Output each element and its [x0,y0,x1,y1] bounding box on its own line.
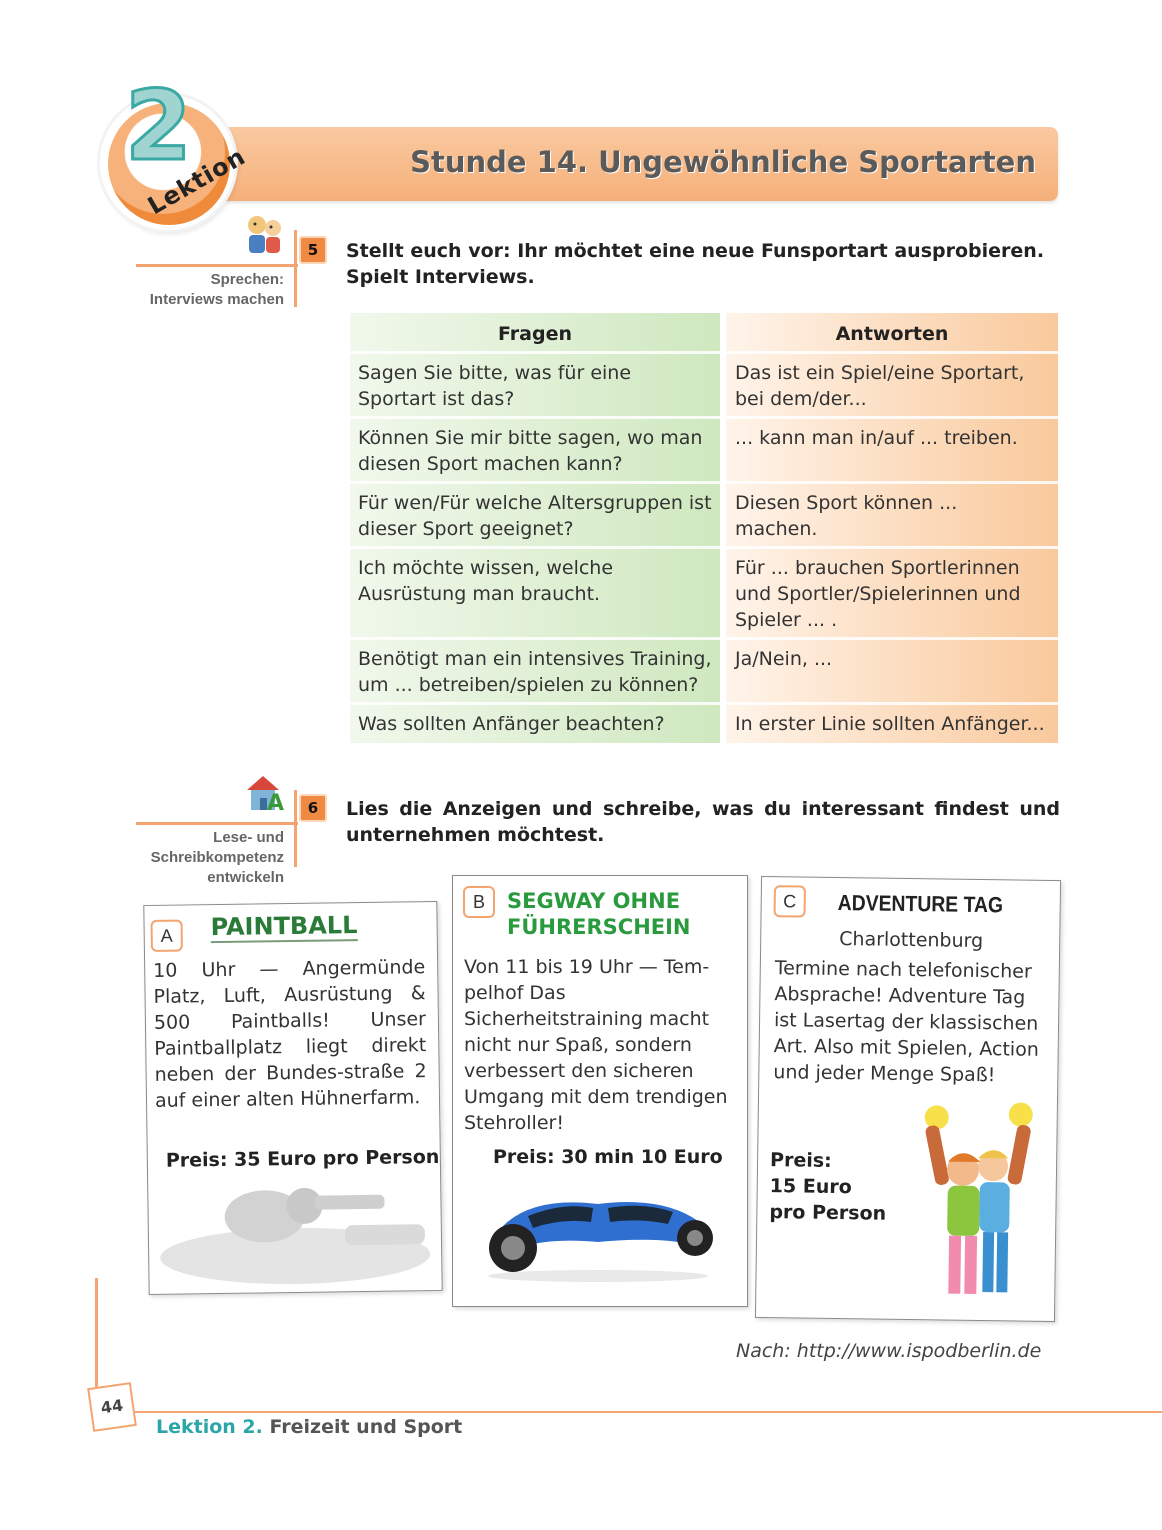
footer-lesson-label: Lektion 2. [156,1416,263,1438]
answer-cell: Ja/Nein, ... [735,648,833,670]
hoverboard-image [473,1176,723,1286]
title-bar [226,127,1058,201]
ad-card-adventure [755,876,1061,1322]
question-cell: Für wen/Für welche Altersgruppen ist dieser Sport geeignet? [358,492,712,540]
ad-title-line: FÜHRERSCHEIN [507,915,691,939]
ad-card-paintball [143,901,442,1295]
source-note: Nach: http://www.ispodberlin.de [736,1340,1042,1362]
paintball-player-image [154,1174,436,1288]
reading-house-icon [243,772,287,814]
ad-title [507,888,691,940]
ad-price: Preis: 30 min 10 Euro [493,1146,723,1168]
question-cell: Benötigt man ein intensives Training, um ... betreiben/spielen zu können? [358,648,712,696]
question-cell: Können Sie mir bitte sagen, wo man diesen Sport machen kann? [358,427,703,475]
footer-lesson-title: Freizeit und Sport [269,1416,463,1438]
task-number-6: 6 [299,794,327,822]
ad-body: 10 Uhr — Angermünde Platz, Luft, Ausrüstung & 500 Paintballs! Unser Paintballplatz liegt direkt neben der Bundes-straße 2 auf einer alten Hühnerfarm. [153,956,427,1112]
lesson-number: 2 [125,70,192,182]
side-label-line: Sprechen: [210,271,284,288]
ad-title: PAINTBALL [210,911,358,942]
question-cell: Was sollten Anfänger beachten? [358,713,665,735]
answer-cell: In erster Linie sollten Anfänger... [735,713,1045,735]
answer-cell: ... kann man in/auf ... treiben. [735,427,1018,449]
ad-letter: C [774,885,806,917]
ad-title: ADVENTURE TAG [837,890,1004,918]
side-vertical [294,230,297,307]
task5-instruction: Stellt euch vor: Ihr möchtet eine neue Funsportart ausprobieren. Spielt Interviews. [346,240,1045,288]
speaking-kids-icon [244,213,286,259]
lesson-word: Lektion [143,142,251,221]
side-divider [136,822,298,825]
ad-body: Von 11 bis 19 Uhr — Tem-pelhof Das Sicherheitstraining macht nicht nur Spaß, sondern verbessert den sicheren Umgang mit dem trendigen Stehroller! [464,956,728,1134]
ad-price: Preis: 35 Euro pro Person [165,1145,440,1172]
ad-price-line: Preis: [769,1149,832,1172]
task5-side-label [120,270,284,310]
side-divider [136,264,298,267]
footer-lesson [156,1416,462,1438]
question-cell: Sagen Sie bitte, was für eine Sportart ist das? [358,362,632,410]
ad-card-segway [452,875,748,1307]
side-vertical [294,790,297,867]
ad-body: Termine nach telefonischer Absprache! Adventure Tag ist Lasertag der klassischen Art. Also mit Spielen, Action und jeder Menge Spaß! [773,957,1039,1087]
ad-subtitle: Charlottenburg [839,928,984,953]
side-label-line: Lese- und [213,829,284,846]
footer-line [126,1411,1162,1413]
page-title: Stunde 14. Ungewöhnliche Sportarten [410,145,1036,179]
task-number-5: 5 [299,236,327,264]
ad-letter: B [463,886,495,918]
task6-side-label [100,828,284,888]
answer-cell: Das ist ein Spiel/eine Sportart, bei dem/der... [735,362,1025,410]
ad-price-line: 15 Euro [769,1175,852,1199]
ad-letter: A [151,920,183,952]
ad-title-line: SEGWAY OHNE [507,889,681,913]
column-header-questions: Fragen [498,323,572,345]
lasertag-kids-image [906,1099,1049,1311]
column-header-answers: Antworten [835,323,949,345]
side-label-line: entwickeln [207,869,284,886]
ad-price-line: pro Person [769,1201,887,1225]
svg-text:A: A [267,791,285,814]
answer-cell: Diesen Sport können ... machen. [735,492,958,540]
footer-vertical-line [95,1278,98,1396]
question-cell: Ich möchte wissen, welche Ausrüstung man braucht. [358,557,614,605]
side-label-line: Interviews machen [149,291,284,308]
side-label-line: Schreibkompetenz [150,849,284,866]
answer-cell: Für ... brauchen Sportlerinnen und Sportler/Spielerinnen und Spieler ... . [735,557,1021,631]
ad-price [769,1147,887,1227]
task6-instruction: Lies die Anzeigen und schreibe, was du interessant findest und unternehmen möchtest. [346,798,1060,846]
page-number: 44 [87,1382,137,1432]
